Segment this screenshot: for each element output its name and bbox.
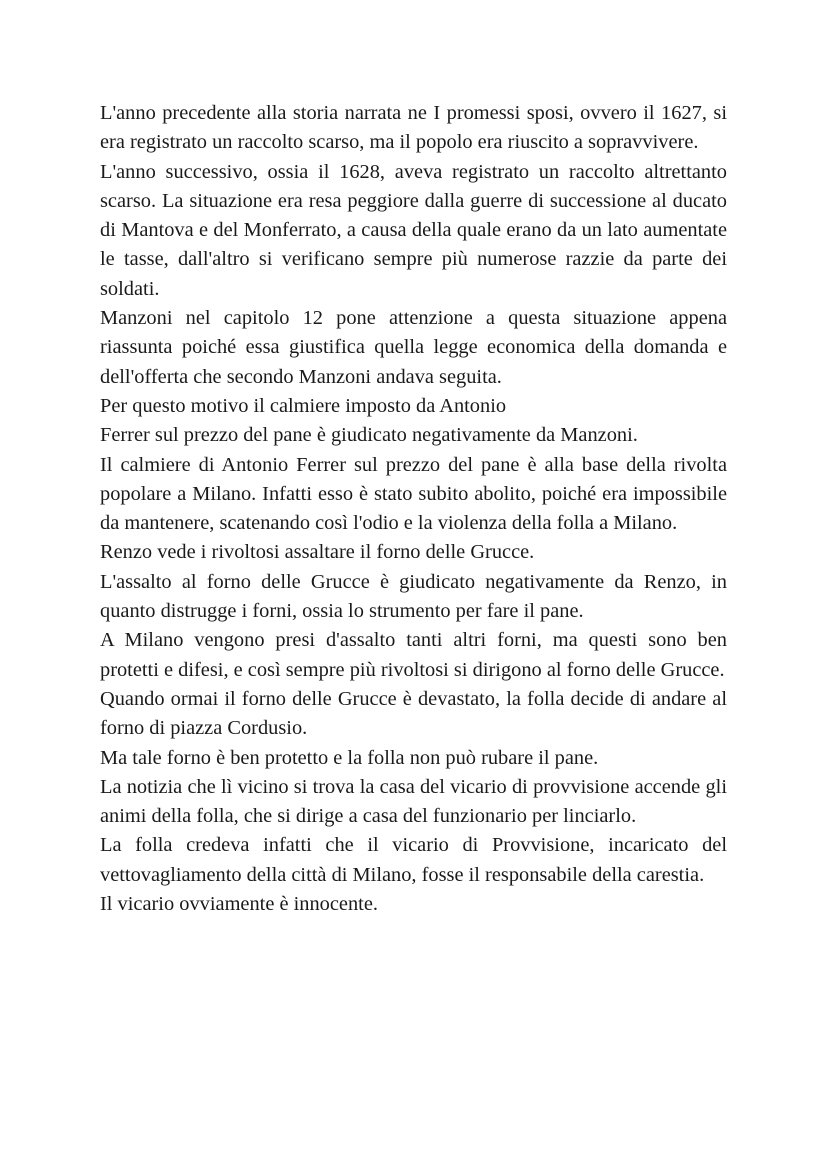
paragraph-8: L'assalto al forno delle Grucce è giudicato negativamente da Renzo, in quanto distrugge i forni, ossia lo strumento per fare il pane. (100, 570, 727, 623)
paragraph-6: Il calmiere di Antonio Ferrer sul prezzo del pane è alla base della rivolta popolare a Milano. Infatti esso è stato subito abolito, poiché era impossibile da mantenere, scatenando così l'odio e la violenza della folla a Milano. (100, 453, 727, 535)
paragraph-7: Renzo vede i rivoltosi assaltare il forno delle Grucce. (100, 541, 535, 564)
document-body (100, 99, 727, 919)
paragraph-3: Manzoni nel capitolo 12 pone attenzione a questa situazione appena riassunta poiché essa giustifica quella legge economica della domanda e dell'offerta che secondo Manzoni andava seguita. (100, 307, 727, 388)
paragraph-5: Ferrer sul prezzo del pane è giudicato negativamente da Manzoni. (100, 424, 638, 447)
paragraph-11: Ma tale forno è ben protetto e la folla non può rubare il pane. (100, 746, 599, 769)
paragraph-13: La folla credeva infatti che il vicario di Provvisione, incaricato del vettovagliamento della città di Milano, fosse il responsabile della carestia. (100, 834, 727, 886)
paragraph-14: Il vicario ovviamente è innocente. (100, 893, 378, 916)
paragraph-12: La notizia che lì vicino si trova la casa del vicario di provvisione accende gli animi della folla, che si dirige a casa del funzionario per linciarlo. (100, 775, 727, 828)
paragraph-2: L'anno successivo, ossia il 1628, aveva registrato un raccolto altrettanto scarso. La situazione era resa peggiore dalla guerre di successione al ducato di Mantova e del Monferrato, a causa della quale erano da un lato aumentate le tasse, dall'altro si verificano sempre più numerose razzie da parte dei soldati. (100, 160, 727, 300)
paragraph-1: L'anno precedente alla storia narrata ne I promessi sposi, ovvero il 1627, si era registrato un raccolto scarso, ma il popolo era riuscito a sopravvivere. (100, 102, 727, 154)
paragraph-4: Per questo motivo il calmiere imposto da Antonio (100, 394, 507, 417)
paragraph-10: Quando ormai il forno delle Grucce è devastato, la folla decide di andare al forno di piazza Cordusio. (100, 687, 727, 740)
paragraph-9: A Milano vengono presi d'assalto tanti altri forni, ma questi sono ben protetti e difesi, e così sempre più rivoltosi si dirigono al forno delle Grucce. (100, 629, 727, 681)
